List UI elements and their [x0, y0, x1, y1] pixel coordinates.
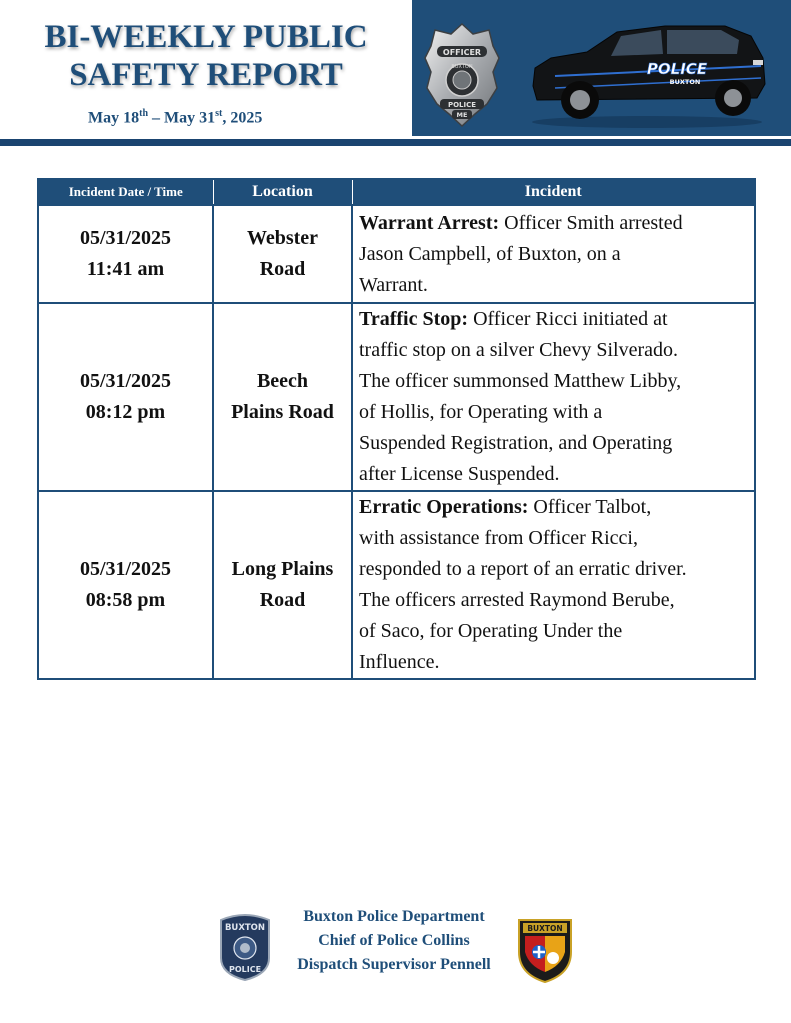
report-title: [0, 18, 412, 94]
incident-line: Suspended Registration, and Operating: [359, 432, 673, 454]
report-title-line2: SAFETY REPORT: [69, 57, 343, 93]
incident-time: 08:58 pm: [85, 589, 166, 611]
report-date-range: May 18th – May 31st, 2025: [88, 108, 263, 127]
incident-line: Warrant.: [359, 273, 428, 296]
incident-line: of Hollis, for Operating with a: [359, 401, 603, 423]
incident-type: Traffic Stop:: [359, 308, 469, 330]
footer-signature-block: [280, 905, 508, 977]
incident-location: [213, 205, 352, 303]
incident-time: 11:41 am: [86, 258, 165, 280]
svg-text:OFFICER: OFFICER: [442, 48, 482, 57]
svg-text:POLICE: POLICE: [646, 60, 708, 78]
incident-table: [37, 178, 756, 680]
incident-description: [352, 205, 755, 303]
column-header-location: Location: [213, 179, 352, 205]
header-divider-bar: [0, 139, 791, 146]
location-line: Beech: [256, 370, 309, 392]
location-line: Road: [259, 258, 306, 280]
svg-text:BUXTON: BUXTON: [527, 924, 563, 933]
incident-date-time: [38, 491, 213, 679]
location-line: Plains Road: [231, 401, 334, 423]
incident-line: Jason Campbell, of Buxton, on a: [359, 242, 621, 265]
svg-text:ME: ME: [456, 111, 468, 119]
incident-type: Erratic Operations:: [359, 496, 529, 518]
incident-line: The officers arrested Raymond Berube,: [359, 589, 675, 611]
column-header-incident: Incident: [352, 179, 755, 205]
table-header-row: [38, 179, 755, 205]
buxton-police-patch-icon: [217, 910, 273, 982]
incident-type: Warrant Arrest:: [359, 211, 500, 234]
location-line: Long Plains: [231, 558, 334, 580]
svg-text:POLICE: POLICE: [228, 965, 262, 974]
chief-name: Chief of Police Collins: [318, 932, 470, 949]
dispatch-supervisor-name: Dispatch Supervisor Pennell: [297, 956, 491, 973]
location-line: Webster: [246, 227, 319, 249]
incident-date: 05/31/2025: [79, 558, 172, 580]
table-row: [38, 205, 755, 303]
fire-rescue-patch-icon: [515, 912, 575, 984]
report-title-line1: BI-WEEKLY PUBLIC: [44, 19, 368, 55]
incident-line: of Saco, for Operating Under the: [359, 620, 623, 642]
table-row: [38, 491, 755, 679]
incident-location: [213, 491, 352, 679]
svg-text:BUXTON: BUXTON: [224, 923, 266, 933]
incident-description: [352, 303, 755, 491]
location-line: Road: [259, 589, 306, 611]
incident-date: 05/31/2025: [79, 370, 172, 392]
incident-line: Warrant Arrest: Officer Smith arrested: [359, 211, 683, 234]
column-header-date-time: Incident Date / Time: [38, 179, 213, 205]
incident-line: Erratic Operations: Officer Talbot,: [359, 496, 652, 518]
department-name: Buxton Police Department: [303, 908, 485, 925]
incident-line: with assistance from Officer Ricci,: [359, 527, 638, 549]
incident-line: Traffic Stop: Officer Ricci initiated at: [359, 308, 668, 330]
incident-date-time: [38, 303, 213, 491]
table-row: [38, 303, 755, 491]
incident-description: [352, 491, 755, 679]
incident-line: after License Suspended.: [359, 463, 560, 485]
svg-text:POLICE: POLICE: [447, 101, 477, 109]
svg-text:BUXTON: BUXTON: [669, 78, 701, 86]
incident-date-time: [38, 205, 213, 303]
incident-line: Influence.: [359, 651, 440, 673]
incident-line: The officer summonsed Matthew Libby,: [359, 370, 682, 392]
incident-line: responded to a report of an erratic driver.: [359, 558, 687, 580]
incident-line: traffic stop on a silver Chevy Silverado.: [359, 339, 679, 361]
police-badge-icon: [423, 22, 501, 128]
incident-date: 05/31/2025: [79, 227, 172, 249]
incident-location: [213, 303, 352, 491]
police-car-icon: [525, 18, 770, 130]
svg-text:BUXTON: BUXTON: [451, 64, 473, 70]
incident-time: 08:12 pm: [85, 401, 166, 423]
